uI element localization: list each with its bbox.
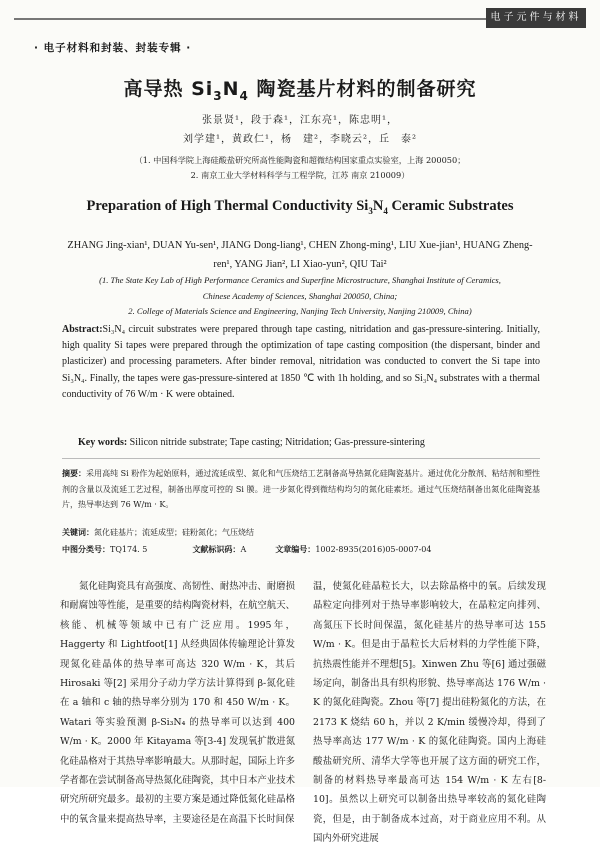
chinese-title: 高导热 $Si_3N_4$ 陶瓷基片材料的制备研究 [123, 78, 477, 103]
english-keywords: Key words: Silicon nitride substrate; Tape casting; Nitridation; Gas-pressure-sintering [78, 437, 425, 448]
body-left-column: 氮化硅陶瓷具有高强度、高韧性、耐热冲击、耐磨损和耐腐蚀等性能，是重要的结构陶瓷材料，在航空航天、核能、机械等领域中已有广泛应用。1995年，Haggerty 和 Lightfoot[1] 从经典固体传输理论计算发现氮化硅晶体的热导率可高达 320 W/m · K，其后 Hirosaki 等[2] 采用分子动力学方法计算得到 β-氮化硅在 a 轴和 c 轴的热导率分别为 170 和 450 W/m · K。Watari 等实验预测 β-Si₃N₄ 的热导率可以达到 400 W/m · K。2000 年 Kitayama 等[3-4] 发现氧扩散进氮化硅晶格对于其热导率影响最大。从那时起，国际上许多学者都在尝试制备高导热氮化硅陶瓷，其中日本产业技术研究所研究最多。最初的主要方案是通过降低氮化硅晶格中的氧含量来提高热导率，主要途径是在高温下长时间保 [60, 581, 295, 825]
journal-tag: 电子元件与材料 [486, 8, 586, 28]
english-authors: ZHANG Jing-xian¹, DUAN Yu-sen¹, JIANG Dong-liang¹, CHEN Zhong-ming¹, LIU Xue-jian¹, HUANG Zheng-ren¹, YANG Jian², LI Xiao-yun², QIU Tai² [67, 240, 533, 270]
english-title: Preparation of High Thermal Conductivity $Si_3N_4$ Ceramic Substrates [86, 198, 514, 216]
chinese-affiliations: （1. 中国科学院上海硅酸盐研究所高性能陶瓷和超微结构国家重点实验室，上海 200050； 2. 南京工业大学材料科学与工程学院，江苏 南京 210009） [134, 155, 466, 180]
classification-line: 中图分类号：TQ174. 5 文献标识码：A 文章编号：1002-8935(2016)05-0007-04 [62, 544, 432, 554]
header-rule [14, 18, 490, 20]
chinese-keywords: 关键词：氮化硅基片；流延成型；硅粉氮化；气压烧结 [62, 527, 254, 537]
top-bar [0, 8, 600, 30]
english-abstract: Abstract:Si₃N₄ circuit substrates were prepared through tape casting, nitridation and gas-pressure-sintering. Initially, high quality Si tapes were prepared through the optimization of tape casting composition (the dispersant, binder and plasticizer) and processing parameters. After binder removal, nitridation was conducted to convert the Si tape into Si₃N₄. Finally, the tapes were gas-pressure-sintered at 1850 ℃ with 1h holding, and so Si₃N₄ substrates with a thermal conductivity of 76 W/m · K were obtained. [62, 324, 540, 400]
body-right-column: 温，使氮化硅晶粒长大，以去除晶格中的氧。后续发现晶粒定向排列对于热导率影响较大，在晶粒定向排列、高氮压下长时间保温，氮化硅基片的热导率可达 155 W/m · K。但是由于晶粒长大后材料的力学性能下降，抗热震性能并不理想[5]。Xinwen Zhu 等[6] 通过强磁场定向，制备出具有织构形貌、热导率高达 176 W/m · K 的氮化硅陶瓷。Zhou 等[7] 提出硅粉氮化的方法，在 2173 K 烧结 60 h，并以 2 K/min 缓慢冷却，得到了热导率高达 177 W/m · K 的氮化硅陶瓷。国内上海硅酸盐研究所、清华大学等也开展了这方面的研究工作，制备的材料热导率最高可达 154 W/m · K 左右[8-10]。虽然以上研究可以制备出热导率较高的氮化硅陶瓷，但是，由于制备成本过高，对于商业应用不利。从国内外研究进展 [313, 581, 546, 845]
separator [62, 458, 540, 459]
english-affiliations: (1. The State Key Lab of High Performance Ceramics and Superfine Microstructure, Shanghai Institute of Ceramics, Chinese Academy of Sciences, Shanghai 200050, China; 2. College of Materials Science and Engineering, Nanjing Tech University, Nanjing 210009, China) [99, 275, 501, 316]
column-label: · 电子材料和封装、封装专辑 · [34, 42, 192, 54]
chinese-abstract: 摘要：采用高纯 Si 粉作为起始原料，通过流延成型、氮化和气压烧结工艺制备高导热氮化硅陶瓷基片。通过优化分散剂、粘结剂和塑性剂的含量以及流延工艺过程，制备出厚度可控的 Si 膜。进一步氮化得到微结构均匀的氮化硅素坯。通过气压烧结制备出氮化硅陶瓷基片，热导率达到 76 W/m · K。 [62, 468, 540, 509]
chinese-authors: 张景贤¹，段于森¹，江东亮¹，陈忠明¹， 刘学建¹，黄政仁¹，杨 建²，李晓云²，丘 泰² [182, 115, 418, 145]
